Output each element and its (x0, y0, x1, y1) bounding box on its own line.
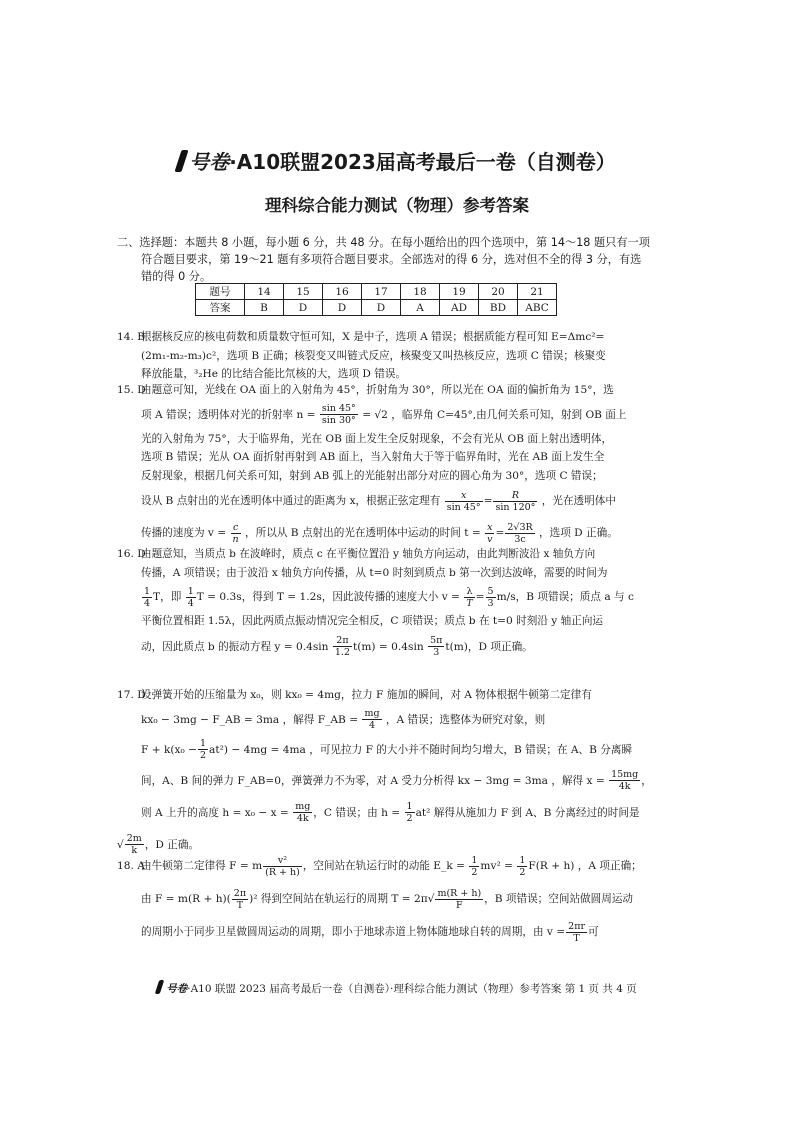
text-line: 由题意可知，光线在 OA 面上的入射角为 45°，折射角为 30°，所以光在 OA 面的偏折角为 15°，选 (141, 384, 614, 396)
text-line: 传播，A 项错误；由于波沿 x 轴负方向传播，从 t=0 时刻到质点 b 第一次到达波峰，需要的时间为 (141, 566, 608, 579)
text-line: 动，因此质点 b 的振动方程 y = 0.4sin $\frac{2\pi}{1.2}$ t(m) = 0.4sin $\frac{5\pi}{3}$ t(m)，D 项正确。 (141, 635, 533, 658)
fraction: $\frac{x}{\sin 45^\circ}$ (446, 489, 481, 513)
text-line: 由题意知，当质点 b 在波峰时，质点 c 在平衡位置沿 y 轴负方向运动，由此判断波沿 x 轴负方向 (141, 548, 596, 560)
solution-17 (117, 686, 684, 861)
answer-cell: D (284, 300, 323, 316)
fraction: $\frac{x}{v}$ (487, 521, 493, 545)
fraction: $\frac{\text{v²}}{(R + h)}$ (265, 854, 300, 878)
text-line: 反射现象，根据几何关系可知，射到 AB 弧上的光能射出部分对应的圆心角为 30°，选项 C 错误； (141, 469, 603, 482)
question-number-cell: 17 (362, 284, 401, 300)
fraction: $\frac{\lambda}{T}$ (466, 585, 473, 609)
text-line: kx₀ − 3mg − F_AB = 3ma ，解得 F_AB = $\frac{mg}{4}$ ，A 错误；选整体为研究对象，则 (141, 708, 546, 731)
fraction: $\frac{2m}{k}$ (126, 833, 142, 856)
question-number-cell: 15 (284, 284, 323, 300)
fraction: $\frac{2\pi r}{T}$ (568, 920, 585, 944)
text-line: 根据核反应的核电荷数和质量数守恒可知，X 是中子，选项 A 错误；根据质能方程可知 E=Δmc²= (141, 331, 605, 343)
answer-cell: D (323, 300, 362, 316)
page-subtitle: 理科综合能力测试（物理）参考答案 (265, 196, 529, 215)
instructions-line-1: 二、选择题：本题共 8 小题，每小题 6 分，共 48 分。在每小题给出的四个选项中，第 14～18 题只有一项 (117, 236, 650, 249)
text-line: 平衡位置相距 1.5λ，因此两质点振动情况完全相反，C 项错误；质点 b 在 t=0 时刻沿 y 轴正向运 (141, 615, 604, 627)
solution-14 (117, 328, 684, 384)
text-line: 光的入射角为 75°，大于临界角，光在 OB 面上发生全反射现象，不会有光从 OB 面上射出透明体， (141, 432, 613, 445)
text-line: $\frac{1}{4}$ T，即 $\frac{1}{4}$ T = 0.3s，得到 T = 1.2s，因此波传播的速度大小 v = $\frac{\lambda}{T}$ = $\frac{5}{3}$ m/s，B 项错误；质点 a 与 c (144, 585, 634, 609)
question-number: 18. A (117, 860, 145, 872)
instructions-line-2: 符合题目要求，第 19～21 题有多项符合题目要求。全部选对的得 6 分，选对但不全的得 3 分，有选 (141, 253, 642, 266)
logo-mark-icon (155, 980, 165, 994)
text-line: 则 A 上升的高度 h = x₀ − x = $\frac{mg}{4k}$ ，C 错误；由 h = $\frac{1}{2}$ at² 解得从施加力 F 到 A、B 分离经过的时间是 (141, 801, 640, 824)
fraction: $\frac{mg}{4k}$ (295, 801, 311, 824)
question-number-cell: 19 (440, 284, 479, 300)
question-number: 14. B (117, 331, 145, 343)
answer-table-answer-row (196, 300, 557, 316)
answer-cell: B (245, 300, 284, 316)
answer-cell: A (401, 300, 440, 316)
page-footer (0, 980, 794, 996)
answer-cell: AD (440, 300, 479, 316)
solution-16 (117, 545, 684, 663)
answer-cell: D (362, 300, 401, 316)
text-line: 的周期小于同步卫星做圆周运动的周期，即小于地球赤道上物体随地球自转的周期，由 v = $\frac{2\pi r}{T}$ 可 (141, 920, 599, 944)
text-line: 传播的速度为 v = $\frac{c}{n}$ ，所以从 B 点射出的光在透明体中运动的时间 t = $\frac{x}{v}$ = $\frac{2√3R}{3c}$ ，选项 D 正确。 (141, 521, 618, 545)
question-number: 16. D (117, 548, 146, 560)
text-line: 项 A 错误；透明体对光的折射率 n = $\frac{\sin 45^\circ}{\sin 30^\circ}$ = √2 ，临界角 C=45°,由几何关系可知，射到 OB 面上 (141, 403, 627, 426)
answer-cell: ABC (518, 300, 557, 316)
answer-cell: BD (479, 300, 518, 316)
fraction: $\frac{1}{4}$ (144, 585, 151, 609)
question-number-cell: 16 (323, 284, 362, 300)
question-number: 15. D (117, 384, 146, 396)
title-text: ·A10联盟2023届高考最后一卷（自测卷） (229, 150, 616, 174)
fraction: $\frac{1}{2}$ (519, 854, 526, 878)
text-line: 选项 B 错误；光从 OA 面折射再射到 AB 面上，当入射角大于等于临界角时，光在 AB 面上发生全 (141, 451, 605, 463)
table-row-label: 题号 (196, 284, 245, 300)
question-number-cell: 14 (245, 284, 284, 300)
fraction: $\frac{R}{\sin 120^\circ}$ (495, 489, 536, 513)
fraction: $\frac{15mg}{4k}$ (611, 769, 639, 792)
solution-15 (117, 381, 684, 549)
fraction: $\frac{1}{2}$ (406, 801, 413, 824)
footer-logo: 号卷 (157, 980, 187, 996)
text-line: 设弹簧开始的压缩量为 x₀，则 kx₀ = 4mg，拉力 F 施加的瞬间，对 A 物体根据牛顿第二定律有 (141, 689, 592, 701)
text-line: 设从 B 点射出的光在透明体中通过的距离为 x，根据正弦定理有 $\frac{x}{\sin 45^\circ}$ = $\frac{R}{\sin 120^\circ}$ ，光在透明体中 (141, 489, 616, 513)
fraction: $\frac{m(R + h)}{F}$ (437, 887, 482, 911)
page-title (0, 146, 794, 175)
fraction: $\frac{5\pi}{3}$ (430, 635, 443, 658)
section-instructions (117, 234, 682, 285)
fraction: $\frac{2√3R}{3c}$ (507, 521, 533, 545)
answer-table-header-row (196, 284, 557, 300)
fraction: $\frac{5}{3}$ (487, 585, 494, 609)
footer-text: ·A10 联盟 2023 届高考最后一卷（自测卷）·理科综合能力测试（物理）参考答案 第 1 页 共 4 页 (187, 983, 637, 995)
solution-18 (117, 850, 684, 948)
text-line: 由 F = m(R + h)( $\frac{2\pi}{T}$ )² 得到空间站在轨运行的周期 T = 2π√ $\frac{m(R + h)}{F}$ ，B 项错误；空间站做圆周运动 (141, 887, 634, 911)
brand-logo: 号卷 (178, 146, 229, 175)
fraction: $\frac{\sin 45^\circ}{\sin 30^\circ}$ (321, 403, 356, 426)
fraction: $\frac{2\pi}{1.2}$ (334, 635, 350, 658)
fraction: $\frac{c}{n}$ (232, 521, 239, 545)
table-row-label: 答案 (196, 300, 245, 316)
logo-mark-icon (175, 150, 189, 172)
fraction: $\frac{1}{2}$ (199, 738, 207, 761)
text-line: 释放能量，³₂He 的比结合能比氘核的大，选项 D 错误。 (141, 368, 407, 380)
fraction: $\frac{mg}{4}$ (364, 708, 380, 731)
text-line: 间，A、B 间的弹力 F_AB=0，弹簧弹力不为零，对 A 受力分析得 kx − 3mg = 3ma ，解得 x = $\frac{15mg}{4k}$ ， (141, 769, 652, 792)
question-number-cell: 20 (479, 284, 518, 300)
fraction: $\frac{1}{4}$ (187, 585, 194, 609)
text-line: √ $\frac{2m}{k}$ ，D 正确。 (117, 833, 200, 856)
question-number: 17. D (117, 689, 146, 701)
question-number-cell: 21 (518, 284, 557, 300)
text-line: 由牛顿第二定律得 F = m $\frac{\text{v²}}{(R + h)}$ ，空间站在轨运行时的动能 E_k = $\frac{1}{2}$ mv² = $\frac{1}{2}$ F(R + h) ，A 项正确； (141, 854, 642, 878)
text-line: F + k(x₀ − $\frac{1}{2}$ at²) − 4mg = 4ma ，可见拉力 F 的大小并不随时间均匀增大，B 错误；在 A、B 分离瞬 (141, 738, 633, 761)
answer-table (195, 283, 557, 316)
text-line: (2m₁-m₂-m₃)c²，选项 B 正确；核裂变又叫链式反应，核聚变又叫热核反应，选项 C 错误；核聚变 (141, 349, 606, 362)
fraction: $\frac{2\pi}{T}$ (233, 887, 247, 911)
fraction: $\frac{1}{2}$ (471, 854, 478, 878)
instructions-line-3: 错的得 0 分。 (141, 270, 212, 283)
question-number-cell: 18 (401, 284, 440, 300)
